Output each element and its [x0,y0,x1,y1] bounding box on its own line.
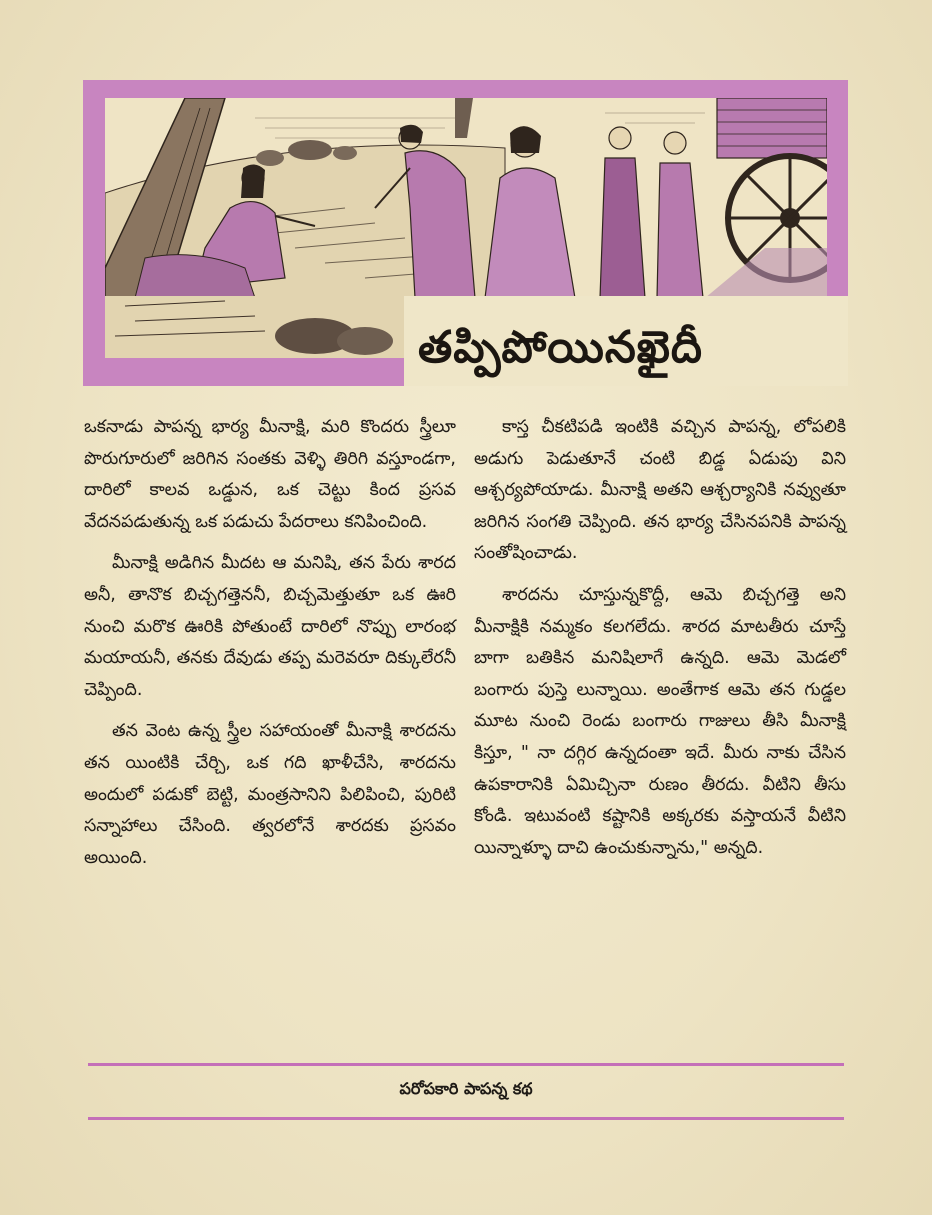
paragraph: తన వెంట ఉన్న స్త్రీల సహాయంతో మీనాక్షి శారదను తన యింటికి చేర్చి, ఒక గది ఖాళీచేసి, శారదను అందులో పడుకో బెట్టి, మంత్రసానిని పిలిపించి, పురిటి సన్నాహాలు చేసింది. త్వరలోనే శారదకు ప్రసవం అయింది. [84,721,456,868]
paragraph: ఒకనాడు పాపన్న భార్య మీనాక్షి, మరి కొందరు స్త్రీలూ పొరుగూరులో జరిగిన సంతకు వెళ్ళి తిరిగి వస్తూండగా, దారిలో కాలవ ఒడ్డున, ఒక చెట్టు కింద ప్రసవ వేదనపడుతున్న ఒక పడుచు పేదరాలు కనిపించింది. [84,417,457,532]
footer-rule-bottom [88,1117,844,1120]
footer-caption: పరోపకారి పాపన్న కథ [399,1079,533,1098]
paragraph: కాస్త చీకటిపడి ఇంటికి వచ్చిన పాపన్న, లోపలికి అడుగు పెడుతూనే చంటి బిడ్డ ఏడుపు విని ఆశ్చర్యపోయాడు. మీనాక్షి అతని ఆశ్చర్యానికి నవ్వుతూ జరిగిన సంగతి చెప్పింది. తన భార్య చేసినపనికి పాపన్న సంతోషించాడు. [474,417,846,564]
right-column [474,412,846,874]
story-illustration [105,98,827,298]
paragraph: మీనాక్షి అడిగిన మీదట ఆ మనిషి, తన పేరు శారద అనీ, తానొక బిచ్చగత్తెననీ, బిచ్చమెత్తుతూ ఒక ఊరి నుంచి మరొక ఊరికి పోతుంటే దారిలో నొప్పు లారంభ మయాయనీ, తనకు దేవుడు తప్ప మరెవరూ దిక్కులేరనీ చెప్పింది. [84,553,456,700]
left-column [84,412,456,884]
story-title: తప్పిపోయినఖైదీ [418,322,703,373]
paragraph: శారదను చూస్తున్నకొద్దీ, ఆమె బిచ్చగత్తె అని మీనాక్షికి నమ్మకం కలగలేదు. శారద మాటతీరు చూస్తే బాగా బతికిన మనిషిలాగే ఉన్నది. ఆమె మెడలో బంగారు పుస్తె లున్నాయి. అంతేగాక ఆమె తన గుడ్డల మూట నుంచి రెండు బంగారు గాజులు తీసి మీనాక్షి కిస్తూ, " నా దగ్గిర ఉన్నదంతా ఇదే. మీరు నాకు చేసిన ఉపకారానికి ఏమిచ్చినా రుణం తీరదు. వీటిని తీసు కోండి. ఇటువంటి కష్టానికి అక్కరకు వస్తాయనే వీటిని యిన్నాళ్ళూ దాచి ఉంచుకున్నాను," అన్నది. [474,584,846,858]
illustration-lower-ground [105,296,405,358]
footer-rule-top [88,1063,844,1066]
